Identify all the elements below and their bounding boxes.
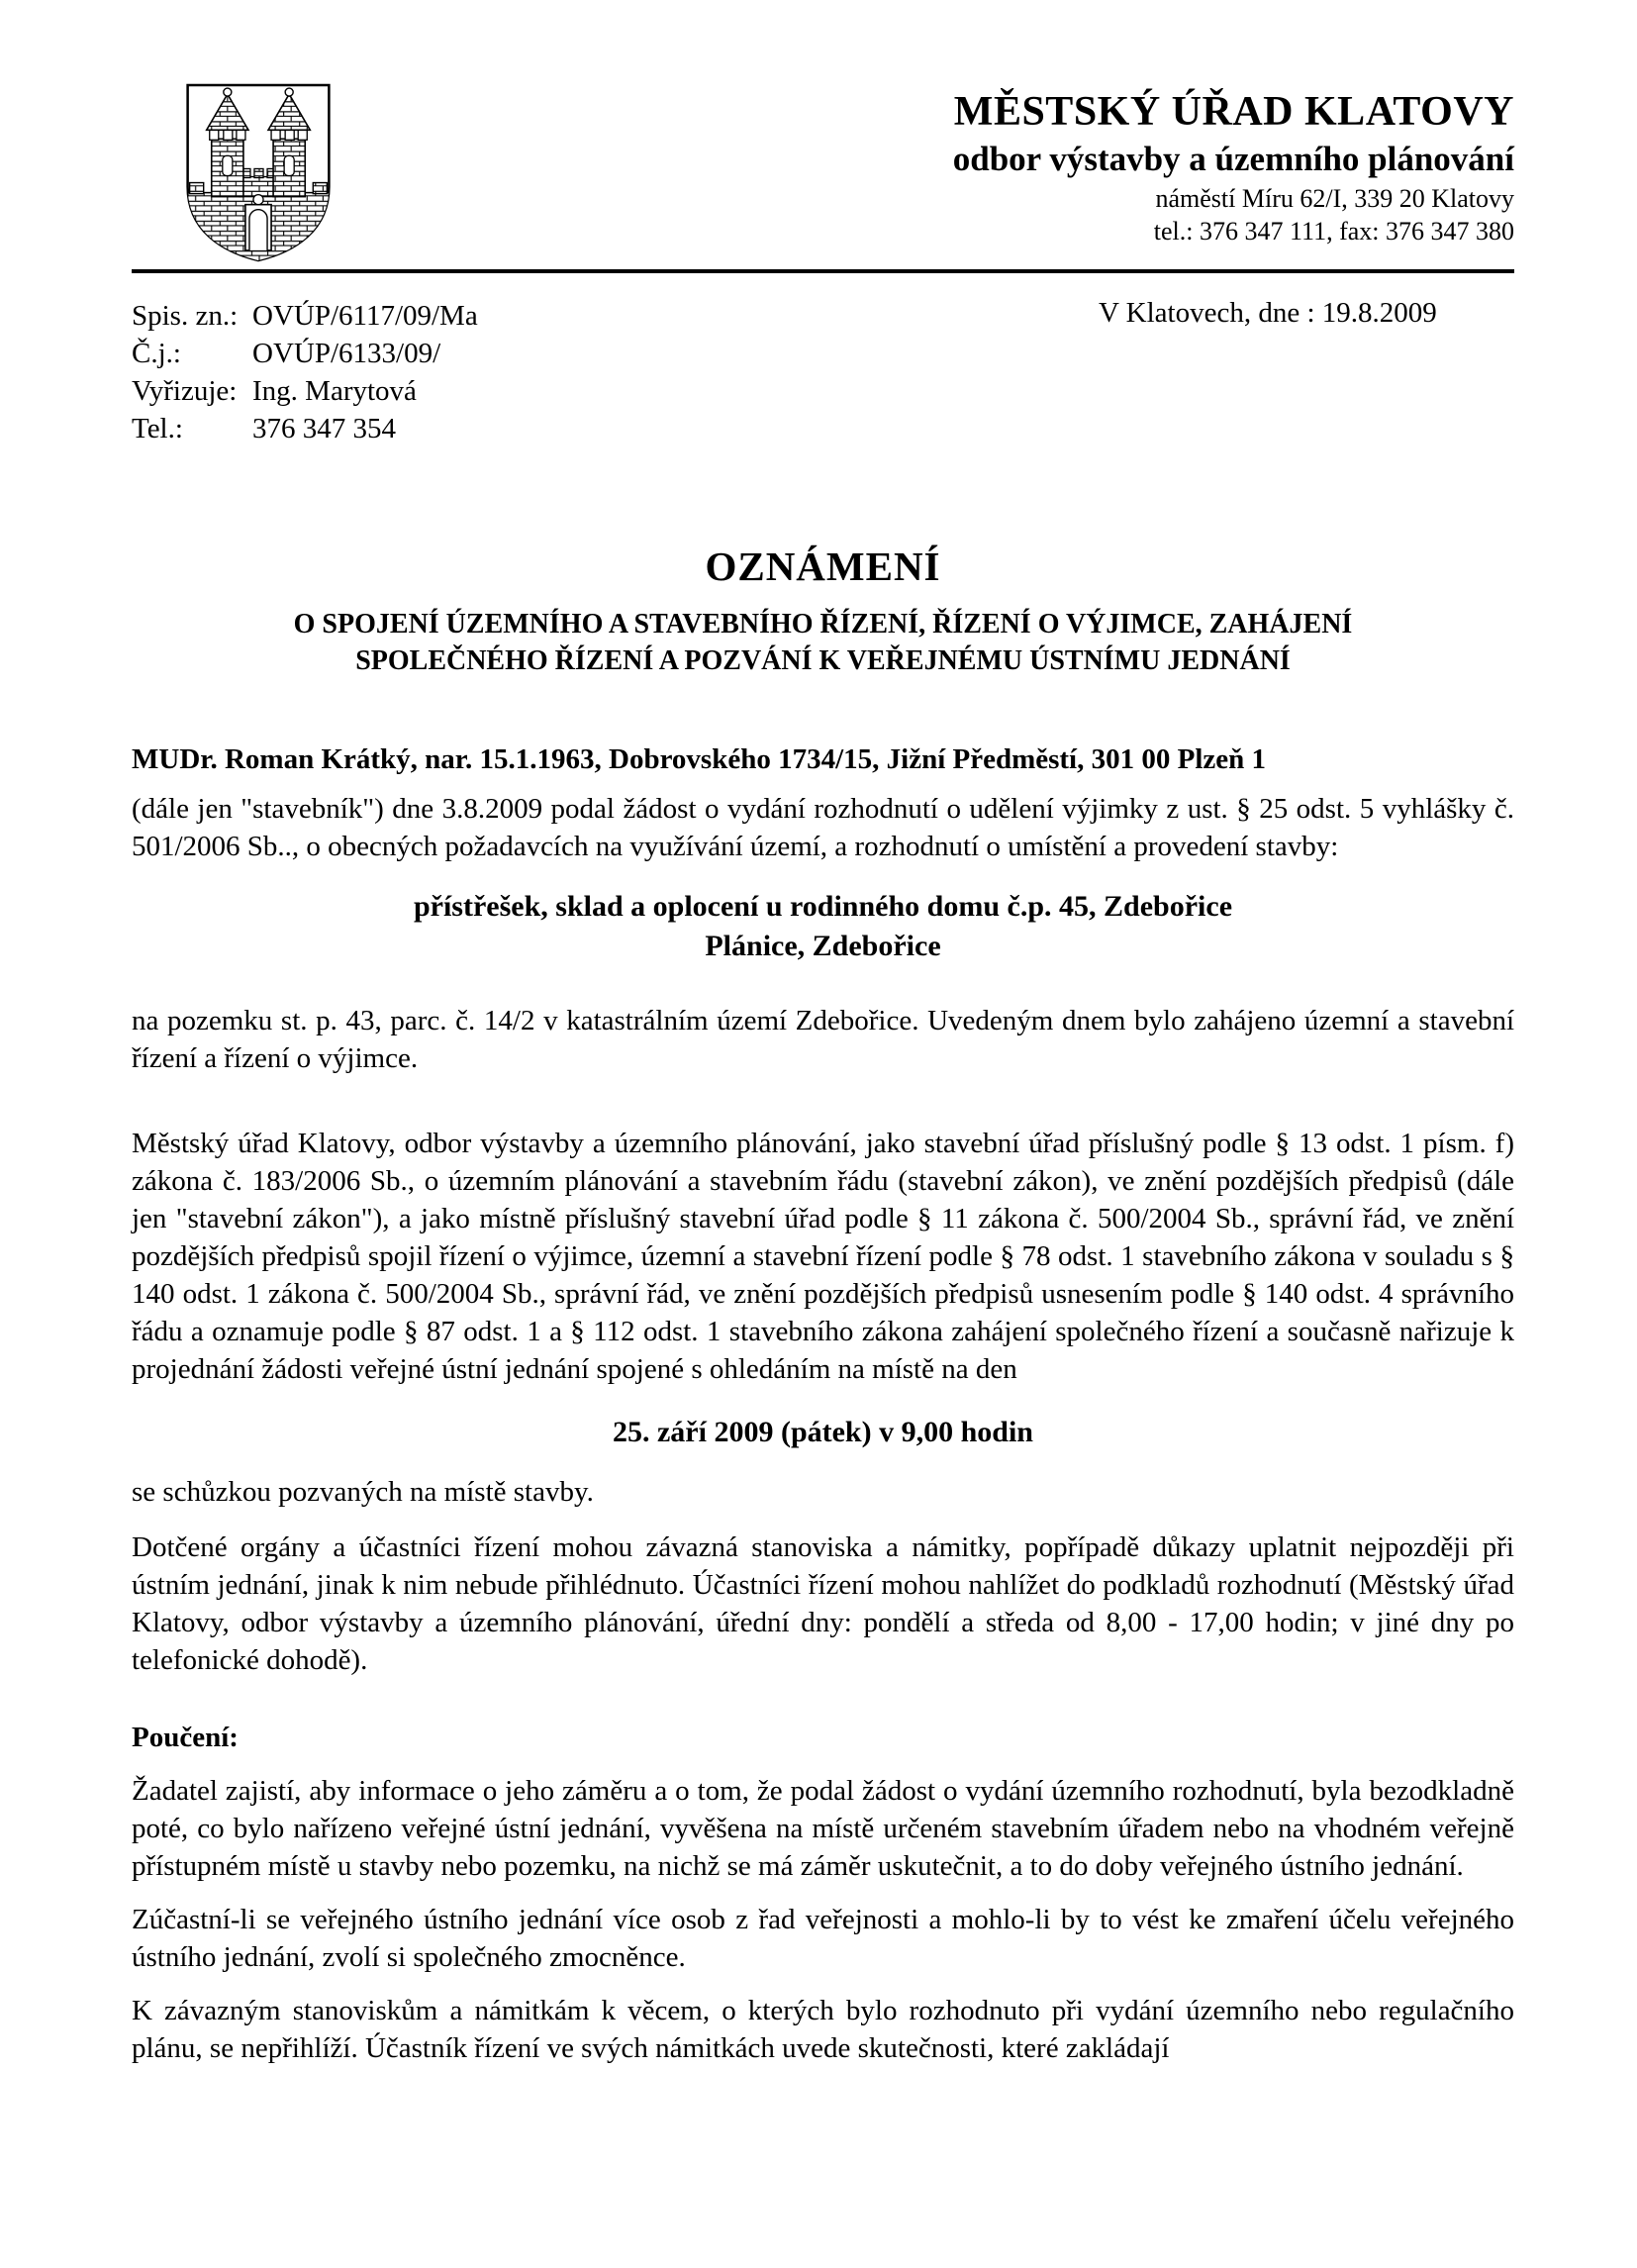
paragraph-advisory-1: Žadatel zajistí, aby informace o jeho záměru a o tom, že podal žádost o vydání územního rozhodnutí, byla bezodkladně poté, co bylo nařízeno veřejné ústní jednání, vyvěšena na místě určeném stavebním úřadem nebo na vhodném veřejně přístupném místě u stavby nebo pozemku, na nichž se má záměr uskutečnit, a to do doby veřejného ústního jednání. [132,1775,1514,1882]
applicant-line: MUDr. Roman Krátký, nar. 15.1.1963, Dobrovského 1734/15, Jižní Předměstí, 301 00 Plzeň 1 [132,743,1267,775]
paragraph-objections: Dotčené orgány a účastníci řízení mohou závazná stanoviska a námitky, popřípadě důkazy uplatnit nejpozději při ústním jednání, jinak k nim nebude přihlédnuto. Účastníci řízení mohou nahlížet do podkladů rozhodnutí (Městský úřad Klatovy, odbor výstavby a územního plánování, úřední dny: pondělí a středa od 8,00 - 17,00 hodin; v jiné dny po telefonické dohodě). [132,1531,1514,1676]
document-title: OZNÁMENÍ [705,543,941,589]
ref-label-vyrizuje: Vyřizuje: [132,375,238,407]
paragraph-request: (dále jen "stavebník") dne 3.8.2009 podal žádost o vydání rozhodnutí o udělení výjimky z ust. § 25 odst. 5 vyhlášky č. 501/2006 Sb.., o obecných požadavcích na využívání území, a rozhodnutí o umístění a provedení stavby: [132,793,1514,862]
header-divider [132,269,1514,273]
ref-value-tel: 376 347 354 [252,413,396,444]
project-description [132,887,1514,966]
ref-value-spis-zn: OVÚP/6117/09/Ma [252,300,478,332]
reference-row [132,335,1514,372]
advisory-heading: Poučení: [132,1722,239,1753]
hearing-date-line: 25. září 2009 (pátek) v 9,00 hodin [612,1416,1033,1448]
office-address: náměstí Míru 62/I, 339 20 Klatovy [1155,184,1514,213]
ref-label-tel: Tel.: [132,413,183,444]
project-line1: přístřešek, sklad a oplocení u rodinného domu č.p. 45, Zdebořice [413,890,1233,923]
project-line2: Plánice, Zdebořice [705,930,941,962]
document-subtitle-line1: O SPOJENÍ ÚZEMNÍHO A STAVEBNÍHO ŘÍZENÍ, ŘÍZENÍ O VÝJIMCE, ZAHÁJENÍ [293,609,1353,640]
paragraph-office-authority: Městský úřad Klatovy, odbor výstavby a územního plánování, jako stavební úřad příslušný podle § 13 odst. 1 písm. f) zákona č. 183/2006 Sb., o územním plánování a stavebním řádu (stavební zákon), ve znění pozdějších předpisů (dále jen "stavební zákon"), a jako místně příslušný stavební úřad podle § 11 zákona č. 500/2004 Sb., správní řád, ve znění pozdějších předpisů spojil řízení o výjimce, územní a stavební řízení podle § 78 odst. 1 stavebního zákona v souladu s § 140 odst. 1 zákona č. 500/2004 Sb., správní řád, ve znění pozdějších předpisů usnesením podle § 140 odst. 4 správního řádu a oznamuje podle § 87 odst. 1 a § 112 odst. 1 stavebního zákona zahájení společného řízení a současně nařizuje k projednání žádosti veřejné ústní jednání spojené s ohledáním na místě na den [132,1128,1514,1385]
office-phone-fax: tel.: 376 347 111, fax: 376 347 380 [1153,217,1514,246]
letterhead [132,81,1514,265]
document-subtitle [132,606,1514,679]
ref-label-spis-zn: Spis. zn.: [132,300,239,332]
ref-label-cj: Č.j.: [132,338,181,369]
reference-row [132,410,1514,447]
paragraph-advisory-3: K závazným stanoviskům a námitkám k věcem, o kterých bylo rozhodnuto při vydání územního nebo regulačního plánu, se nepřihlíží. Účastník řízení ve svých námitkách uvede skutečnosti, které zakládají [132,1995,1514,2064]
letterhead-text [953,81,1514,247]
paragraph-advisory-2: Zúčastní-li se veřejného ústního jednání více osob z řad veřejnosti a mohlo-li by to vést ke zmaření účelu veřejného ústního jednání, zvolí si společného zmocněnce. [132,1904,1514,1973]
department-name: odbor výstavby a územního plánování [952,140,1514,178]
reference-row [132,372,1514,410]
office-name: MĚSTSKÝ ÚŘAD KLATOVY [953,89,1514,135]
reference-section [132,297,1514,447]
place-and-date: V Klatovech, dne : 19.8.2009 [1099,297,1437,329]
ref-value-cj: OVÚP/6133/09/ [252,338,441,369]
ref-value-vyrizuje: Ing. Marytová [252,375,417,407]
document-subtitle-line2: SPOLEČNÉHO ŘÍZENÍ A POZVÁNÍ K VEŘEJNÉMU ÚSTNÍMU JEDNÁNÍ [355,645,1291,676]
klatovy-coat-of-arms-icon [183,81,334,265]
paragraph-parcel: na pozemku st. p. 43, parc. č. 14/2 v katastrálním území Zdebořice. Uvedeným dnem bylo zahájeno územní a stavební řízení a řízení o výjimce. [132,1005,1514,1074]
paragraph-meeting: se schůzkou pozvaných na místě stavby. [132,1476,594,1508]
